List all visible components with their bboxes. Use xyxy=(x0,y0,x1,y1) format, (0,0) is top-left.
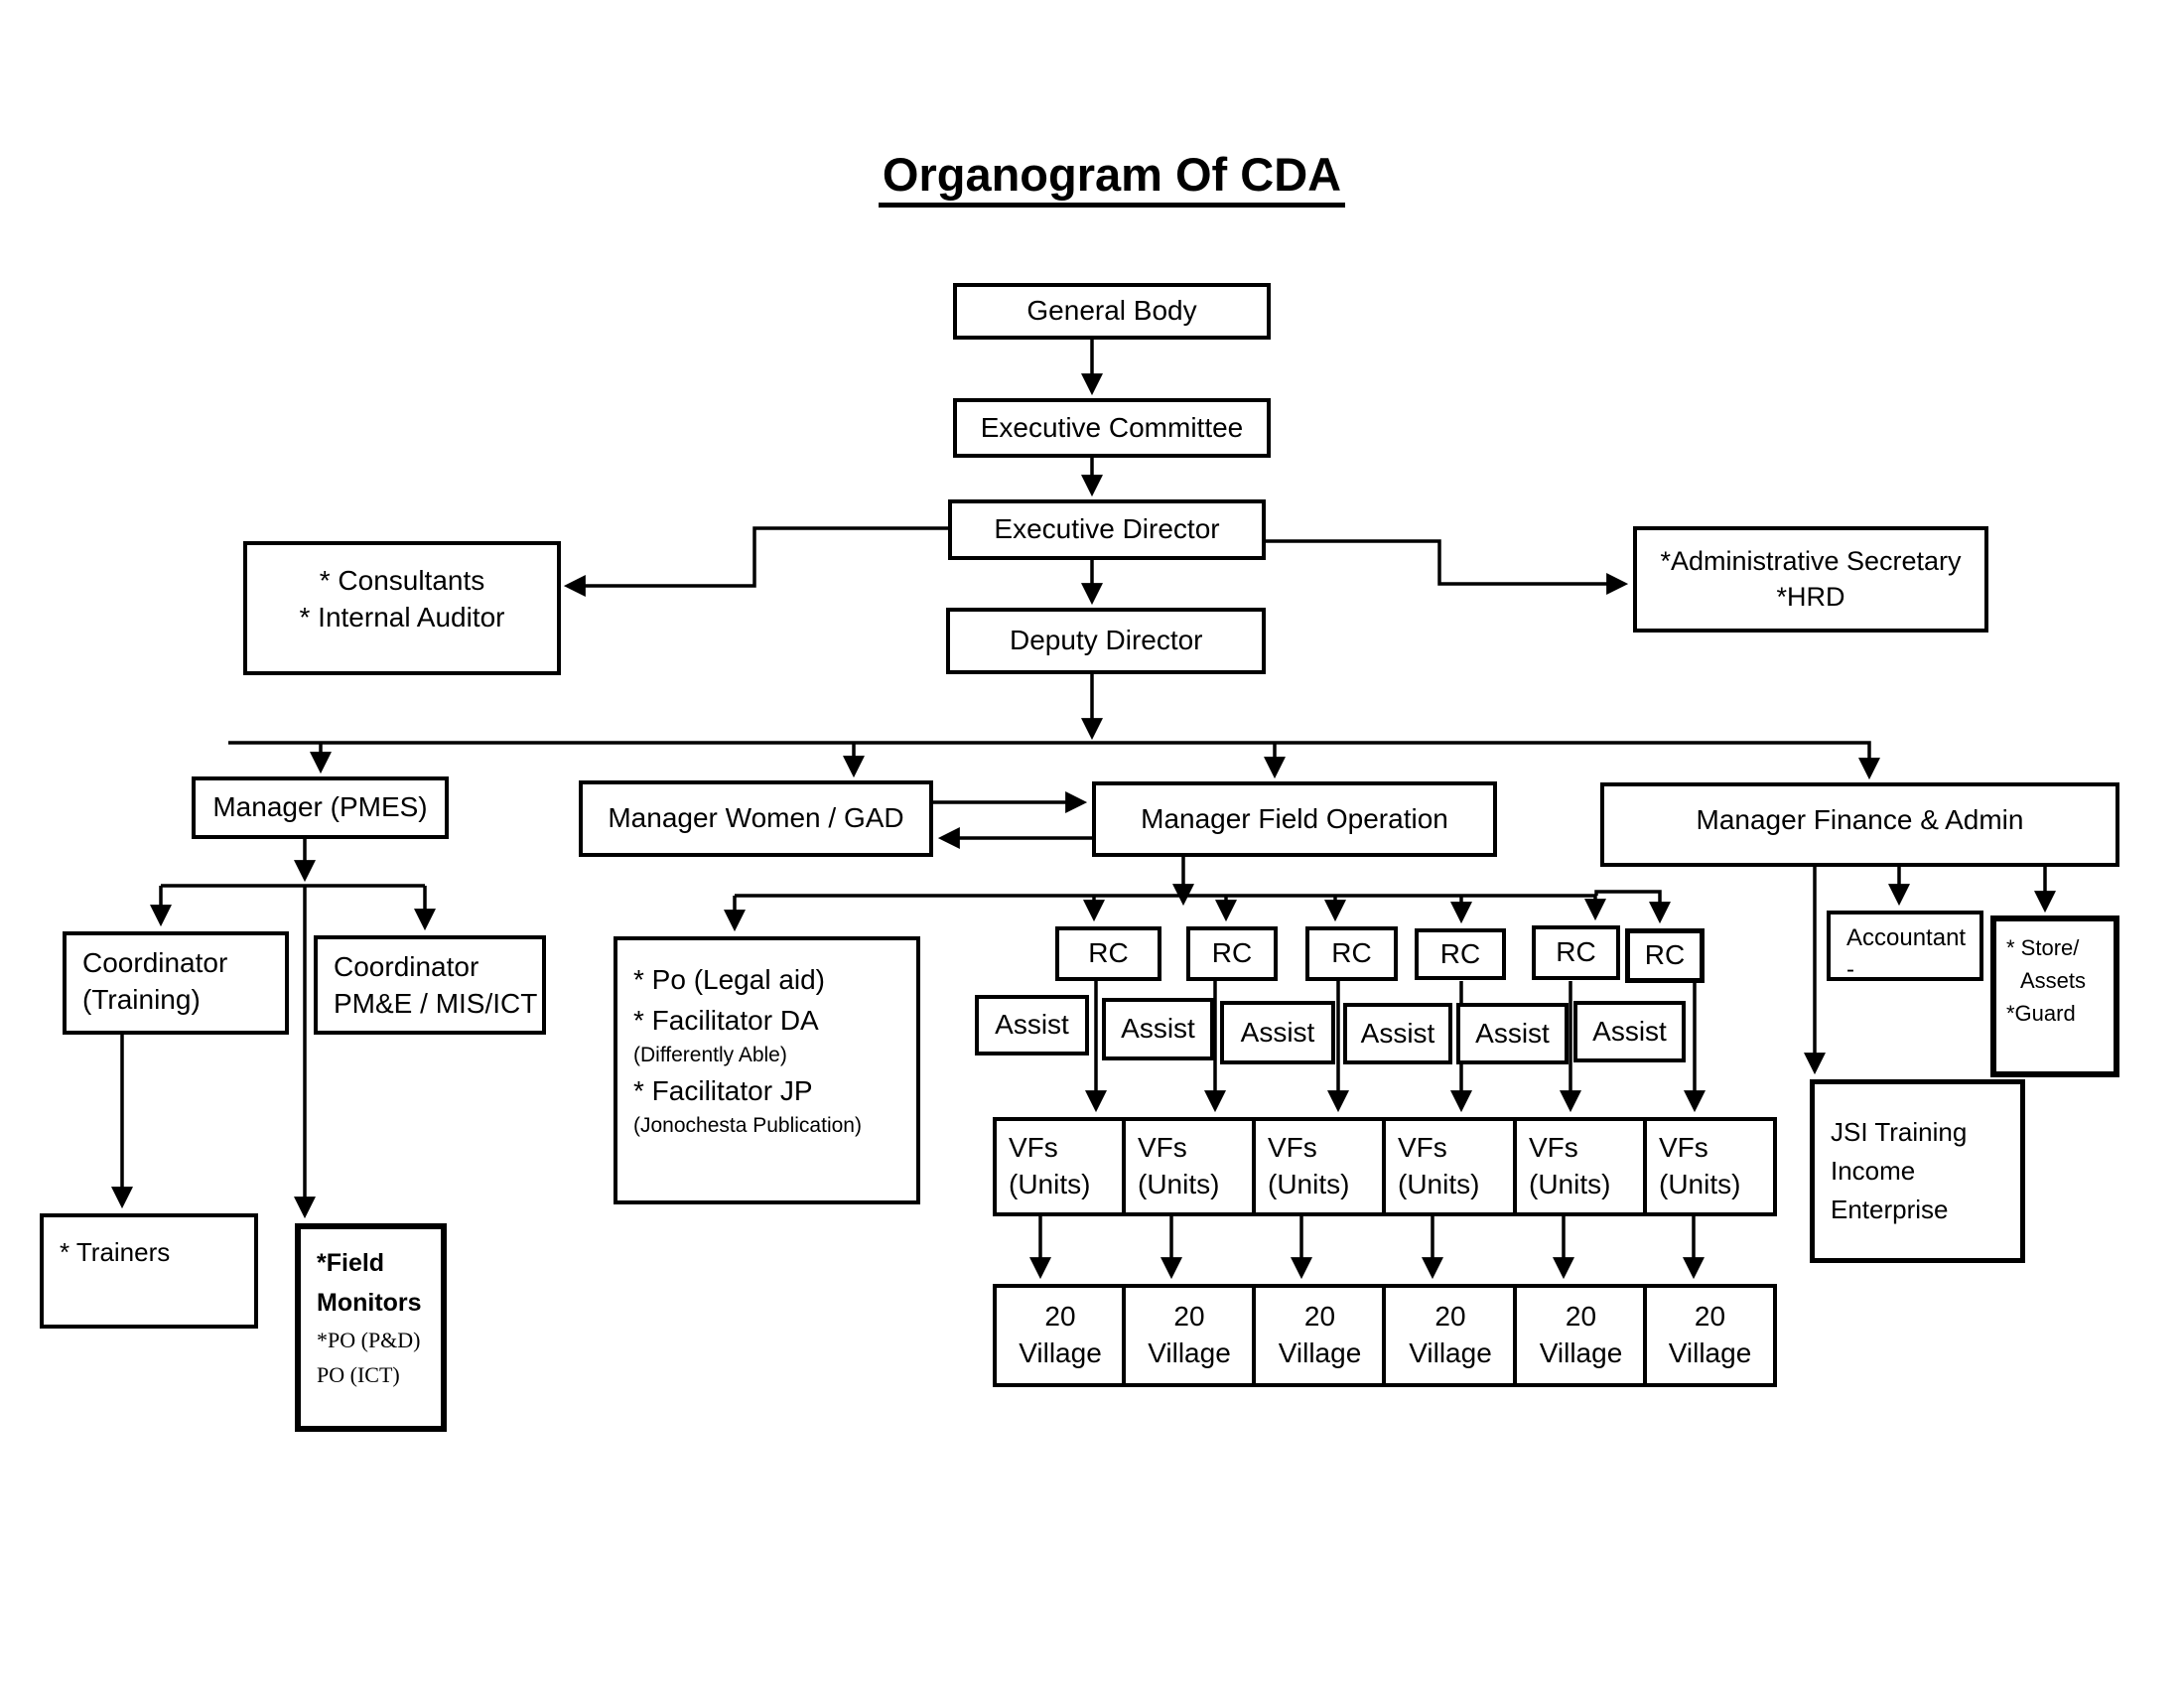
connector-jog-to-rc6 xyxy=(1596,892,1660,919)
node-manager-women-gad xyxy=(579,780,933,857)
connector-execdirector-consultants xyxy=(568,528,948,586)
node-jsi-line3: Enterprise xyxy=(1831,1195,1949,1224)
node-assist-5-label: Assist xyxy=(1475,1017,1550,1049)
node-vfs-6-line2: (Units) xyxy=(1659,1169,1741,1199)
node-village-6-line2: Village xyxy=(1668,1337,1752,1368)
node-consultants-line1: * Consultants xyxy=(319,565,485,596)
node-assist-6-label: Assist xyxy=(1592,1015,1667,1047)
node-vfs-3-line1: VFs xyxy=(1268,1132,1317,1164)
page-title xyxy=(695,147,1529,202)
node-manager-finance-admin xyxy=(1600,782,2119,867)
node-assist-3-label: Assist xyxy=(1240,1016,1315,1048)
node-coordinator-training-line2: (Training) xyxy=(82,983,201,1015)
node-vfs-5-line2: (Units) xyxy=(1529,1169,1611,1199)
node-admin-secretary-line1: *Administrative Secretary xyxy=(1660,545,1962,576)
node-po-unit-line1: * Po (Legal aid) xyxy=(633,964,826,995)
node-village-3-line1: 20 xyxy=(1303,1301,1336,1333)
node-store-assets-line1: * Store/ xyxy=(2006,935,2080,960)
node-vfs-5 xyxy=(1513,1117,1649,1216)
node-executive-committee-label: Executive Committee xyxy=(980,411,1244,443)
node-rc-5 xyxy=(1532,925,1620,980)
node-assist-2-label: Assist xyxy=(1121,1013,1195,1045)
node-general-body xyxy=(953,283,1271,340)
node-village-2-line1: 20 xyxy=(1173,1301,1205,1333)
node-trainers xyxy=(40,1213,258,1329)
node-vfs-1 xyxy=(993,1117,1128,1216)
node-deputy-director xyxy=(946,608,1266,674)
node-store-assets-line2: Assets xyxy=(2020,968,2087,993)
node-coordinator-pme-line1: Coordinator xyxy=(334,951,479,982)
node-assist-3 xyxy=(1220,1001,1335,1064)
node-field-monitors-line2: Monitors xyxy=(317,1289,422,1317)
node-general-body-label: General Body xyxy=(1026,295,1197,327)
node-manager-field-operation xyxy=(1092,781,1497,857)
node-vfs-4 xyxy=(1382,1117,1519,1216)
node-po-unit-line3: (Differently Able) xyxy=(633,1044,787,1067)
node-village-5-line2: Village xyxy=(1539,1337,1623,1368)
node-village-4-line1: 20 xyxy=(1434,1301,1466,1333)
node-rc-3-label: RC xyxy=(1331,937,1372,969)
node-rc-1-label: RC xyxy=(1088,937,1129,969)
node-manager-pmes-label: Manager (PMES) xyxy=(212,791,428,823)
node-executive-director xyxy=(948,499,1266,560)
node-store-assets-line3: *Guard xyxy=(2006,1001,2076,1026)
node-village-6 xyxy=(1643,1284,1777,1387)
node-assist-4 xyxy=(1343,1003,1452,1064)
node-coordinator-pme xyxy=(314,935,546,1035)
node-village-1-line2: Village xyxy=(1019,1337,1102,1368)
node-accountant xyxy=(1827,911,1983,981)
node-rc-2 xyxy=(1186,926,1278,981)
node-po-unit xyxy=(614,936,920,1204)
node-po-unit-line4: * Facilitator JP xyxy=(633,1074,813,1106)
node-village-1 xyxy=(993,1284,1128,1387)
node-field-monitors-line3: *PO (P&D) xyxy=(317,1328,421,1352)
node-assist-2 xyxy=(1102,998,1214,1060)
node-store-assets xyxy=(1990,915,2119,1077)
page-title-text: Organogram Of CDA xyxy=(879,148,1345,208)
node-rc-1 xyxy=(1055,926,1161,981)
node-assist-6 xyxy=(1573,1001,1686,1062)
node-field-monitors-line4: PO (ICT) xyxy=(317,1362,400,1388)
node-jsi-line2: Income xyxy=(1831,1156,1916,1186)
node-jsi-line1: JSI Training xyxy=(1831,1117,1968,1147)
node-manager-pmes xyxy=(192,776,449,839)
connector-execdirector-adminsecretary xyxy=(1266,541,1624,584)
node-assist-1 xyxy=(975,995,1089,1055)
node-vfs-2 xyxy=(1122,1117,1257,1216)
node-vfs-5-line1: VFs xyxy=(1529,1132,1578,1164)
node-field-monitors xyxy=(295,1223,447,1432)
node-village-2-line2: Village xyxy=(1148,1337,1231,1368)
node-manager-women-gad-label: Manager Women / GAD xyxy=(608,802,904,834)
node-rc-4 xyxy=(1415,928,1506,980)
node-assist-1-label: Assist xyxy=(995,1009,1069,1041)
node-accountant-line1: Accountant xyxy=(1846,924,1967,951)
node-vfs-6-line1: VFs xyxy=(1659,1132,1708,1164)
node-rc-5-label: RC xyxy=(1556,936,1596,968)
node-assist-4-label: Assist xyxy=(1360,1017,1435,1049)
node-po-unit-line5: (Jonochesta Publication) xyxy=(633,1114,862,1138)
node-village-5 xyxy=(1513,1284,1649,1387)
node-coordinator-pme-line2: PM&E / MIS/ICT xyxy=(334,987,538,1019)
node-trainers-label: * Trainers xyxy=(60,1237,171,1267)
node-admin-secretary-line2: *HRD xyxy=(1776,581,1845,612)
node-village-5-line1: 20 xyxy=(1565,1301,1597,1333)
node-deputy-director-label: Deputy Director xyxy=(1010,625,1203,656)
node-admin-secretary xyxy=(1633,526,1988,633)
node-village-4 xyxy=(1382,1284,1519,1387)
node-coordinator-training xyxy=(63,931,289,1035)
node-manager-finance-admin-label: Manager Finance & Admin xyxy=(1696,804,2024,835)
node-rc-3 xyxy=(1305,926,1398,981)
node-village-3-line2: Village xyxy=(1278,1337,1362,1368)
node-consultants-line2: * Internal Auditor xyxy=(299,601,505,633)
node-rc-2-label: RC xyxy=(1211,937,1253,969)
node-manager-field-operation-label: Manager Field Operation xyxy=(1141,802,1448,834)
node-vfs-6 xyxy=(1643,1117,1777,1216)
node-vfs-3-line2: (Units) xyxy=(1268,1169,1350,1199)
node-jsi-training xyxy=(1810,1079,2025,1263)
node-vfs-4-line1: VFs xyxy=(1398,1132,1447,1164)
node-executive-director-label: Executive Director xyxy=(994,513,1220,545)
node-field-monitors-line1: *Field xyxy=(317,1249,385,1277)
node-vfs-1-line2: (Units) xyxy=(1009,1169,1091,1199)
node-po-unit-line2: * Facilitator DA xyxy=(633,1004,819,1036)
node-vfs-4-line2: (Units) xyxy=(1398,1169,1480,1199)
node-rc-6-label: RC xyxy=(1644,939,1686,971)
node-vfs-2-line1: VFs xyxy=(1138,1132,1187,1164)
node-assist-5 xyxy=(1456,1003,1569,1064)
node-coordinator-training-line1: Coordinator xyxy=(82,947,228,978)
node-rc-4-label: RC xyxy=(1439,937,1481,969)
node-village-6-line1: 20 xyxy=(1694,1301,1726,1333)
node-village-3 xyxy=(1252,1284,1388,1387)
connector-bar-managerfinance xyxy=(228,743,1869,775)
node-consultants xyxy=(243,541,561,675)
node-village-4-line2: Village xyxy=(1409,1337,1492,1368)
node-executive-committee xyxy=(953,398,1271,458)
node-village-2 xyxy=(1122,1284,1257,1387)
node-rc-6 xyxy=(1625,928,1705,983)
node-vfs-1-line1: VFs xyxy=(1009,1132,1058,1164)
node-vfs-2-line2: (Units) xyxy=(1138,1169,1220,1199)
node-vfs-3 xyxy=(1252,1117,1388,1216)
node-village-1-line1: 20 xyxy=(1044,1301,1076,1333)
node-accountant-line2: - xyxy=(1846,955,1854,983)
